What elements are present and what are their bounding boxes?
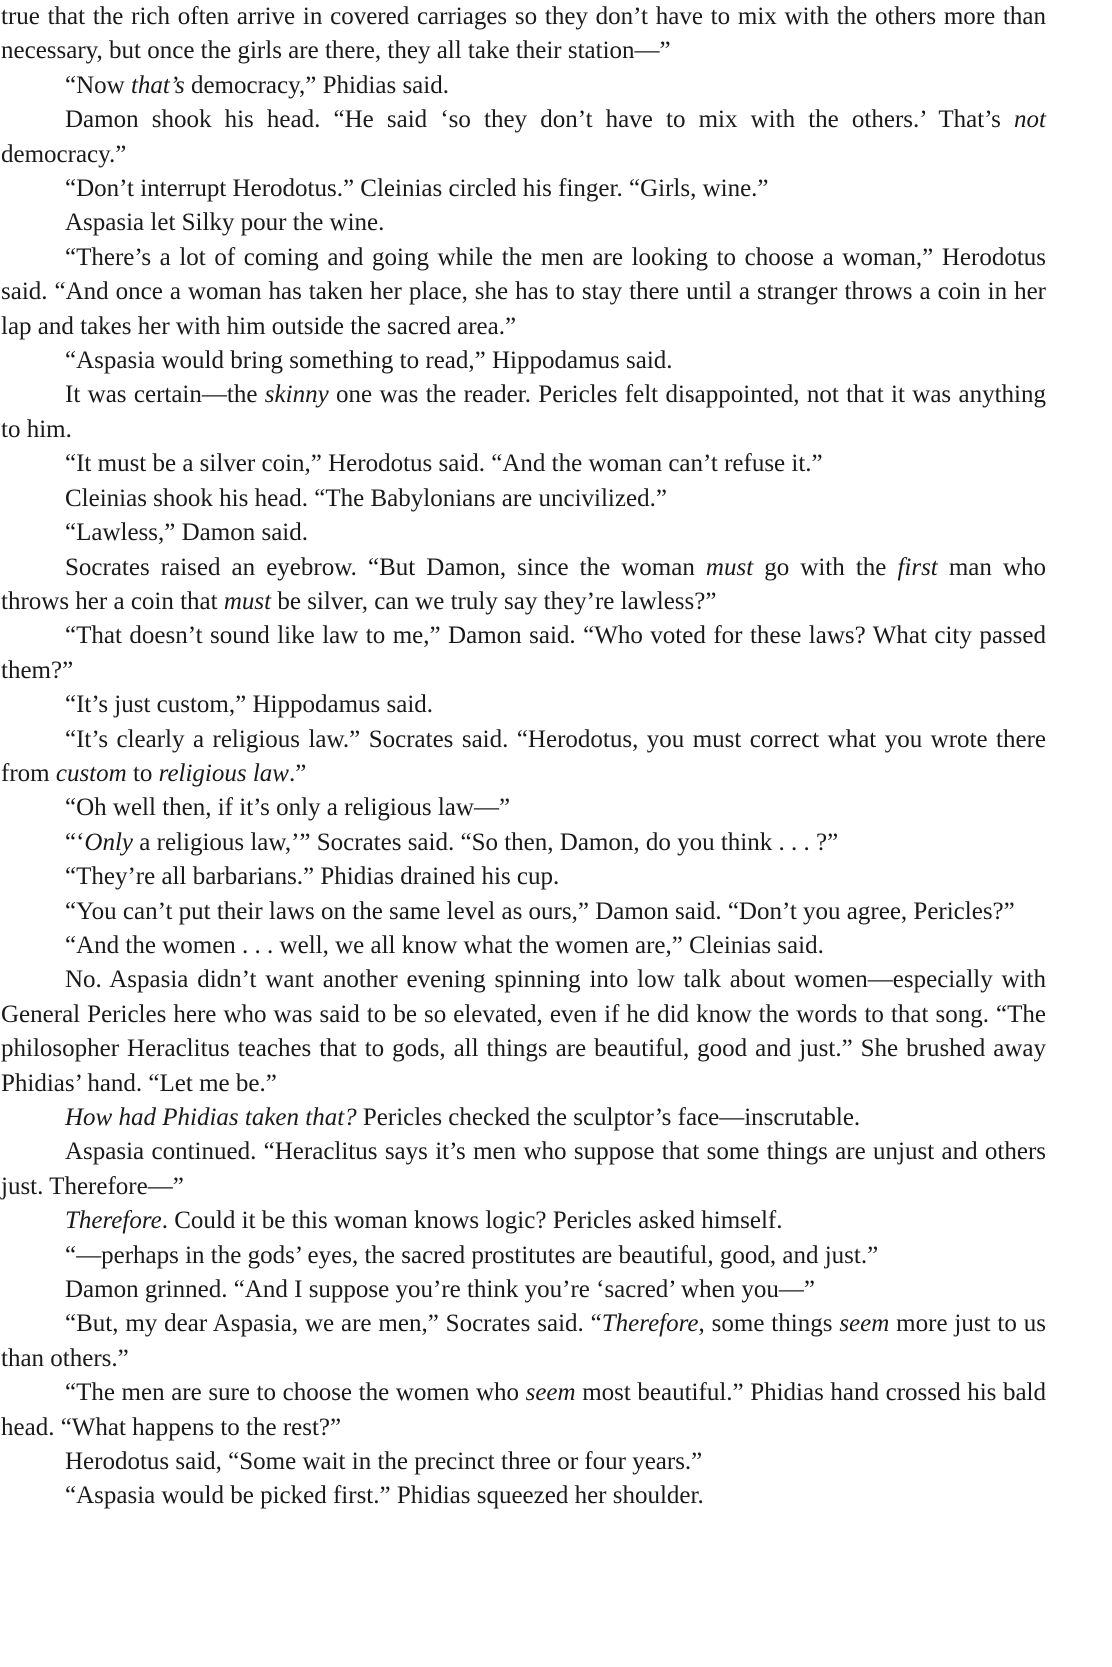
paragraph xyxy=(1,895,1046,929)
paragraph xyxy=(1,723,1046,792)
text-run: “It’s just custom,” Hippodamus said. xyxy=(65,691,434,719)
paragraph xyxy=(1,551,1046,620)
italic-text: that’s xyxy=(130,71,185,99)
text-run: democracy,” Phidias said. xyxy=(184,71,449,99)
paragraph xyxy=(1,241,1046,344)
italic-text: How had Phidias taken that? xyxy=(65,1104,357,1131)
text-run: Cleinias shook his head. “The Babylonians are uncivilized.” xyxy=(65,484,667,512)
text-run: Herodotus said, “Some wait in the precinct three or four years.” xyxy=(65,1448,703,1476)
paragraph xyxy=(1,860,1046,894)
paragraph xyxy=(1,378,1046,447)
paragraph xyxy=(1,929,1046,963)
text-run: “‘ xyxy=(65,828,85,856)
text-run: “Lawless,” Damon said. xyxy=(65,519,308,547)
text-run: No. Aspasia didn’t want another evening spinning into low talk about women—especially with General Pericles here who was said to be so elevated, even if he did know the words to that song. “The philosopher Heraclitus teaches that to gods, all things are beautiful, good and just.” She brushed away Phidias’ hand. “Let me be.” xyxy=(1,966,1046,1097)
text-run: Aspasia let Silky pour the wine. xyxy=(65,209,385,237)
text-run: . Could it be this woman knows logic? Pericles asked himself. xyxy=(161,1207,783,1235)
text-run: democracy.” xyxy=(1,140,127,168)
paragraph xyxy=(1,0,1046,69)
paragraph xyxy=(1,1307,1046,1376)
text-run: “You can’t put their laws on the same level as ours,” Damon said. “Don’t you agree, Pericles?” xyxy=(65,897,1015,925)
text-run: one was the reader. Pericles felt disappointed, not that it was anything to him. xyxy=(1,381,1047,443)
italic-text: must xyxy=(223,587,272,615)
text-run: “Now xyxy=(65,71,131,99)
text-run: Socrates raised an eyebrow. “But Damon, since the woman xyxy=(65,553,706,581)
text-run: most beautiful.” Phidias hand crossed his bald head. “What happens to the rest?” xyxy=(1,1379,1047,1441)
italic-text: not xyxy=(1014,106,1046,134)
paragraph xyxy=(1,791,1046,825)
paragraph xyxy=(1,1479,1046,1513)
italic-text: seem xyxy=(839,1310,890,1338)
italic-text: custom xyxy=(55,759,127,787)
paragraph xyxy=(1,1239,1046,1273)
text-run: “Oh well then, if it’s only a religious law—” xyxy=(65,794,511,822)
italic-text: must xyxy=(705,553,754,581)
italic-text: Therefore xyxy=(601,1310,699,1338)
text-run: “—perhaps in the gods’ eyes, the sacred prostitutes are beautiful, good, and just.” xyxy=(65,1241,879,1269)
paragraph xyxy=(1,1135,1046,1204)
text-run: , some things xyxy=(698,1310,840,1338)
paragraph xyxy=(1,1273,1046,1307)
text-run: true that the rich often arrive in covered carriages so they don’t have to mix with the others more than necessary, but once the girls are there, they all take their station—” xyxy=(1,3,1046,65)
text-run: “There’s a lot of coming and going while the men are looking to choose a woman,” Herodotus said. “And once a woman has taken her place, she has to stay there until a stranger throws a coin in her lap and takes her with him outside the sacred area.” xyxy=(1,243,1046,340)
text-run: “That doesn’t sound like law to me,” Damon said. “Who voted for these laws? What city passed them?” xyxy=(1,622,1046,684)
paragraph xyxy=(1,206,1046,240)
text-run: It was certain—the xyxy=(65,381,265,409)
text-run: to xyxy=(126,759,159,787)
text-run: “And the women . . . well, we all know what the women are,” Cleinias said. xyxy=(65,931,824,959)
text-run: “Aspasia would be picked first.” Phidias squeezed her shoulder. xyxy=(65,1482,704,1510)
paragraph xyxy=(1,1101,1046,1135)
italic-text: religious law xyxy=(158,759,289,787)
paragraph xyxy=(1,344,1046,378)
paragraph xyxy=(1,103,1046,172)
text-run: go with the xyxy=(753,553,898,581)
text-run: more just to us than others.” xyxy=(1,1310,1046,1372)
paragraph xyxy=(1,1204,1046,1238)
text-run: Aspasia continued. “Heraclitus says it’s men who suppose that some things are unjust and others just. Therefore—” xyxy=(1,1138,1046,1200)
paragraph xyxy=(1,447,1046,481)
text-run: Damon shook his head. “He said ‘so they don’t have to mix with the others.’ That’s xyxy=(65,106,1015,134)
text-run: “It must be a silver coin,” Herodotus said. “And the woman can’t refuse it.” xyxy=(65,450,823,478)
text-run: “Aspasia would bring something to read,” Hippodamus said. xyxy=(65,347,673,375)
paragraph xyxy=(1,688,1046,722)
paragraph xyxy=(1,482,1046,516)
text-run: “The men are sure to choose the women who xyxy=(65,1379,526,1407)
text-run: man who throws her a coin that xyxy=(1,553,1046,615)
paragraph xyxy=(1,69,1046,103)
italic-text: seem xyxy=(525,1379,576,1407)
text-run: “But, my dear Aspasia, we are men,” Socrates said. “ xyxy=(65,1310,602,1338)
text-run: “It’s clearly a religious law.” Socrates said. “Herodotus, you must correct what you wrote there from xyxy=(1,725,1046,787)
text-run: “They’re all barbarians.” Phidias drained his cup. xyxy=(65,863,560,891)
italic-text: Only xyxy=(84,828,134,856)
paragraph xyxy=(1,963,1046,1101)
text-run: .” xyxy=(288,759,307,787)
paragraph xyxy=(1,619,1046,688)
text-run: “Don’t interrupt Herodotus.” Cleinias circled his finger. “Girls, wine.” xyxy=(65,175,769,203)
paragraph xyxy=(1,826,1046,860)
italic-text: first xyxy=(897,553,938,581)
paragraph xyxy=(1,1445,1046,1479)
italic-text: skinny xyxy=(264,381,329,409)
text-run: Damon grinned. “And I suppose you’re think you’re ‘sacred’ when you—” xyxy=(65,1276,816,1304)
text-run: be silver, can we truly say they’re lawless?” xyxy=(271,587,717,615)
paragraph xyxy=(1,516,1046,550)
italic-text: Therefore xyxy=(65,1207,162,1235)
text-run: a religious law,’” Socrates said. “So then, Damon, do you think . . . ?” xyxy=(133,828,839,856)
paragraph xyxy=(1,1376,1046,1445)
paragraph xyxy=(1,172,1046,206)
text-run: Pericles checked the sculptor’s face—inscrutable. xyxy=(356,1104,861,1131)
